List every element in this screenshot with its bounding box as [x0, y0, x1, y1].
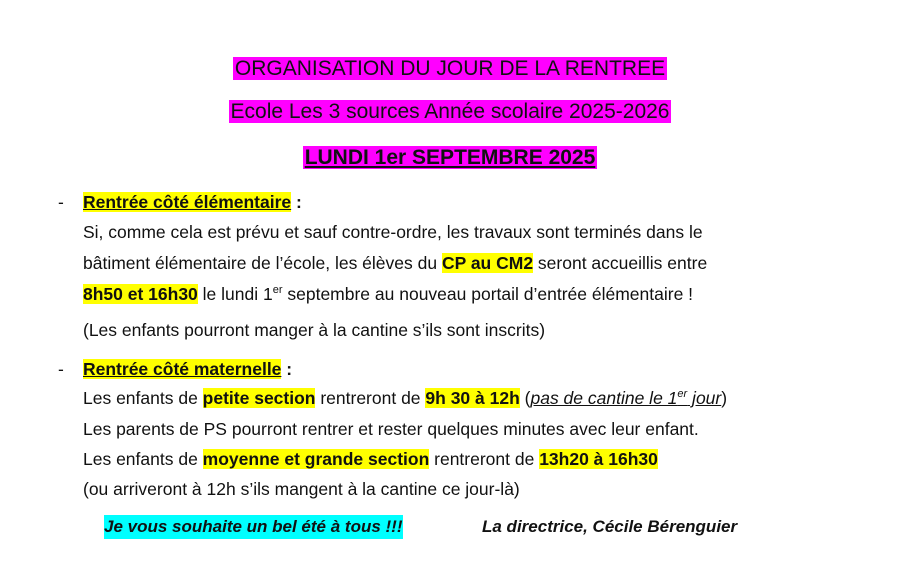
document-title: ORGANISATION DU JOUR DE LA RENTREE — [234, 57, 666, 80]
section-heading-maternelle: Rentrée côté maternelle : — [83, 359, 293, 379]
signature: La directrice, Cécile Bérenguier — [482, 517, 738, 536]
bullet-dash: - — [58, 192, 64, 212]
cantine-note: (Les enfants pourront manger à la cantine s’ils sont inscrits) — [83, 320, 546, 340]
paragraph-line: Si, comme cela est prévu et sauf contre-ordre, les travaux sont terminés dans le — [83, 222, 703, 242]
section-heading-elementaire: Rentrée côté élémentaire : — [83, 192, 302, 212]
paragraph-line: Les enfants de petite section rentreront de 9h 30 à 12h (pas de cantine le 1er jour) — [83, 388, 728, 408]
paragraph-line: 8h50 et 16h30 le lundi 1er septembre au nouveau portail d’entrée élémentaire ! — [83, 284, 694, 304]
paragraph-line: Les parents de PS pourront rentrer et rester quelques minutes avec leur enfant. — [83, 419, 699, 439]
paragraph-line: Les enfants de moyenne et grande section rentreront de 13h20 à 16h30 — [83, 449, 658, 469]
document-subtitle: Ecole Les 3 sources Année scolaire 2025-2026 — [230, 100, 670, 123]
rentree-date: LUNDI 1er SEPTEMBRE 2025 — [304, 146, 596, 169]
paragraph-line: bâtiment élémentaire de l’école, les élèves du CP au CM2 seront accueillis entre — [83, 253, 708, 273]
bullet-dash: - — [58, 359, 64, 379]
closing-wish: Je vous souhaite un bel été à tous !!! — [104, 515, 403, 539]
paragraph-line: (ou arriveront à 12h s’ils mangent à la cantine ce jour-là) — [83, 479, 520, 499]
